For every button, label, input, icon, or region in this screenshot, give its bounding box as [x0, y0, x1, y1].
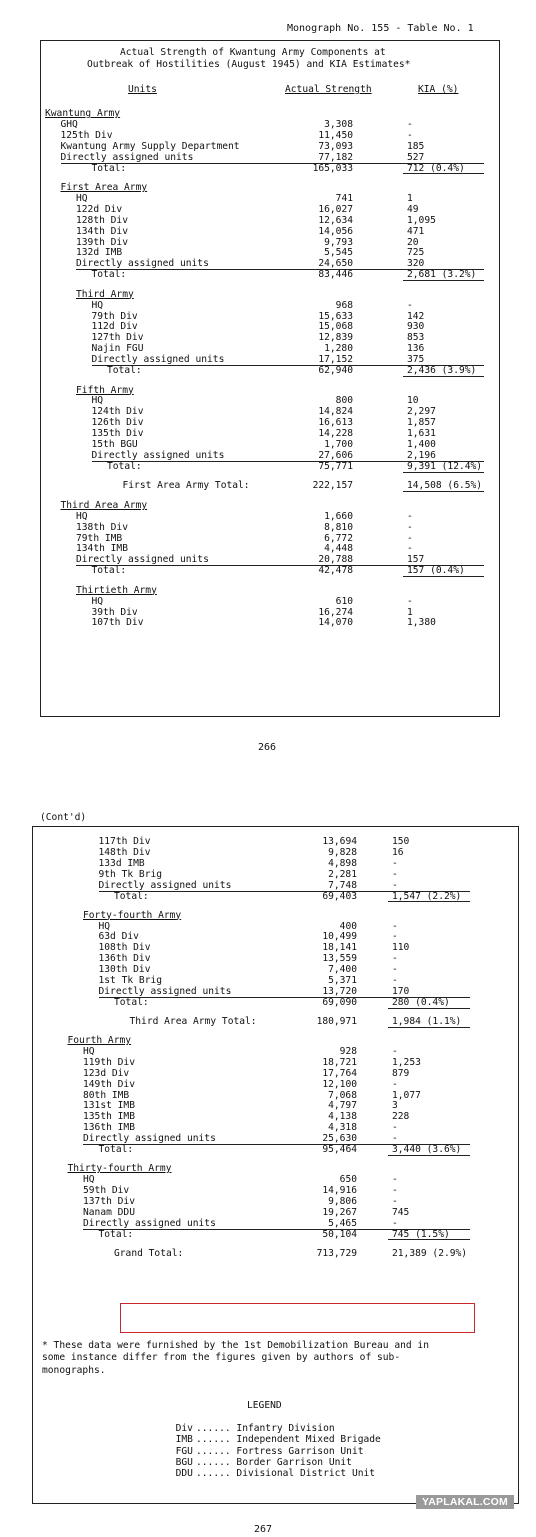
unit-name: Directly assigned units — [83, 1217, 216, 1229]
kia-value: 10 — [407, 395, 419, 407]
unit-name: First Area Army — [60, 182, 148, 193]
table-row — [0, 227, 536, 238]
unit-name: Directly assigned units — [76, 554, 209, 566]
strength-value: 18,141 — [322, 942, 357, 954]
kia-value: 1,857 — [407, 417, 436, 429]
kia-value: 14,508 (6.5%) — [407, 480, 483, 492]
unit-name: Total: — [98, 1144, 134, 1155]
unit-name: Third Army — [76, 288, 134, 300]
kia-value: 725 — [407, 247, 425, 259]
total-rule — [403, 472, 484, 473]
strength-value: 27,606 — [318, 449, 353, 461]
total-rule — [388, 1155, 470, 1156]
kia-value: - — [392, 964, 398, 976]
kia-value: - — [392, 868, 398, 880]
strength-value: 14,228 — [318, 428, 353, 440]
strength-value: 7,748 — [328, 879, 357, 891]
kia-value: 16 — [392, 846, 404, 858]
strength-value: 741 — [335, 192, 353, 204]
table-row — [0, 1208, 536, 1219]
kia-value: 2,297 — [407, 406, 436, 418]
total-rule — [403, 576, 484, 577]
section-header-row — [0, 586, 536, 597]
kia-value: - — [407, 543, 413, 555]
grand-total-row — [0, 1249, 536, 1260]
legend-description: ...... Border Garrison Unit — [196, 1456, 352, 1468]
unit-name: 117th Div — [98, 836, 151, 847]
strength-value: 180,971 — [316, 1015, 357, 1027]
strength-value: 928 — [339, 1045, 357, 1057]
strength-value: 24,650 — [318, 258, 353, 270]
unit-name: Total: — [107, 365, 142, 376]
table-row — [0, 608, 536, 619]
kia-value: 1 — [407, 192, 413, 204]
unit-name: 139th Div — [76, 236, 128, 248]
strength-value: 95,464 — [322, 1144, 357, 1155]
unit-name: 133d IMB — [98, 857, 145, 869]
legend-abbr: BGU — [175, 1456, 193, 1468]
strength-value: 400 — [339, 920, 357, 932]
kia-value: 1,400 — [407, 439, 436, 450]
table-row — [0, 1197, 536, 1208]
footnote-line1: * These data were furnished by the 1st Demobilization Bureau and in — [42, 1340, 429, 1351]
unit-name: Kwantung Army — [45, 108, 121, 119]
unit-name: 125th Div — [60, 129, 113, 141]
kia-value: 2,196 — [407, 449, 436, 461]
kia-value: - — [392, 1133, 398, 1145]
kia-value: 1,984 (1.1%) — [392, 1015, 462, 1027]
unit-name: 15th BGU — [91, 439, 138, 450]
table-row — [0, 523, 536, 534]
unit-name: 119th Div — [83, 1056, 135, 1068]
legend-description: ...... Independent Mixed Brigade — [196, 1434, 381, 1446]
kia-value: - — [407, 299, 413, 311]
unit-name: 122d Div — [76, 203, 123, 215]
table-row — [0, 407, 536, 418]
unit-name: Thirtieth Army — [76, 584, 157, 596]
unit-name: Total: — [107, 460, 142, 472]
kia-value: 375 — [407, 354, 425, 366]
unit-name: 130th Div — [98, 964, 151, 976]
section-header-row — [0, 1164, 536, 1175]
page-number-266: 266 — [258, 742, 277, 753]
strength-value: 16,613 — [318, 417, 353, 429]
strength-value: 800 — [335, 395, 353, 407]
unit-name: Total: — [91, 565, 127, 577]
legend-abbr: DDU — [175, 1468, 193, 1480]
unit-name: HQ — [91, 595, 104, 607]
kia-value: 228 — [392, 1111, 410, 1123]
unit-name: Directly assigned units — [60, 151, 194, 163]
strength-value: 83,446 — [318, 269, 353, 281]
legend-description: ...... Divisional District Unit — [196, 1468, 376, 1480]
kia-value: - — [392, 953, 398, 965]
strength-value: 7,068 — [328, 1089, 357, 1101]
page-number-267: 267 — [254, 1524, 273, 1535]
unit-name: Directly assigned units — [76, 258, 209, 270]
legend-abbr: FGU — [175, 1445, 193, 1457]
kia-value: 136 — [407, 343, 425, 355]
table-row — [0, 344, 536, 355]
unit-name: 79th Div — [91, 310, 138, 322]
unit-name: Total: — [114, 996, 149, 1008]
kia-value: 1,077 — [392, 1089, 421, 1101]
strength-value: 1,280 — [324, 343, 353, 355]
kia-value: 853 — [407, 332, 425, 344]
unit-name: 136th IMB — [83, 1122, 135, 1134]
unit-name: 124th Div — [91, 406, 144, 418]
strength-value: 713,729 — [316, 1247, 357, 1259]
kia-value: 930 — [407, 321, 425, 333]
strength-value: 165,033 — [312, 162, 353, 174]
total-rule — [403, 173, 484, 174]
kia-value: 280 (0.4%) — [392, 996, 450, 1008]
strength-value: 4,138 — [328, 1111, 357, 1123]
strength-value: 17,152 — [318, 354, 353, 366]
strength-value: 9,793 — [324, 236, 353, 248]
unit-name: 136th Div — [98, 953, 151, 965]
unit-name: 107th Div — [91, 617, 144, 629]
table-row — [0, 870, 536, 881]
kia-value: - — [392, 879, 398, 891]
kia-value: 20 — [407, 236, 419, 248]
strength-value: 16,274 — [318, 606, 353, 618]
contd-label: (Cont'd) — [40, 812, 87, 823]
kia-value: - — [407, 521, 413, 533]
strength-value: 73,093 — [318, 140, 353, 152]
kia-value: 185 — [407, 140, 425, 152]
col-header-strength: Actual Strength — [285, 84, 372, 95]
table-row — [0, 1112, 536, 1123]
strength-value: 4,318 — [328, 1122, 357, 1134]
legend-title: LEGEND — [247, 1400, 282, 1411]
unit-name: HQ — [76, 192, 88, 204]
unit-name: Total: — [91, 269, 127, 281]
kia-value: - — [392, 920, 398, 932]
unit-name: Directly assigned units — [98, 879, 232, 891]
kia-value: 1,631 — [407, 428, 436, 440]
strength-value: 50,104 — [322, 1228, 357, 1240]
strength-value: 11,450 — [318, 129, 353, 141]
unit-name: 108th Div — [98, 942, 151, 954]
kia-value: 745 — [392, 1206, 410, 1218]
table-row — [0, 418, 536, 429]
table-row — [0, 1080, 536, 1091]
unit-name: Fifth Army — [76, 384, 134, 396]
unit-name: HQ — [98, 920, 111, 932]
strength-value: 20,788 — [318, 554, 353, 566]
unit-name: Directly assigned units — [83, 1133, 216, 1145]
strength-value: 12,100 — [322, 1078, 357, 1090]
unit-name: 137th Div — [83, 1195, 135, 1207]
unit-name: Najin FGU — [91, 343, 144, 355]
monograph-label: Monograph No. 155 - Table No. 1 — [287, 23, 474, 34]
kia-value: - — [392, 1184, 398, 1196]
unit-name: Forty-fourth Army — [83, 909, 182, 921]
strength-value: 12,839 — [318, 332, 353, 344]
table-row — [0, 943, 536, 954]
kia-value: 9,391 (12.4%) — [407, 460, 483, 472]
footnote-line3: monographs. — [42, 1365, 106, 1376]
kia-value: - — [407, 532, 413, 544]
table-row — [0, 976, 536, 987]
unit-name: HQ — [91, 299, 104, 311]
kia-value: 157 — [407, 554, 425, 566]
strength-value: 13,694 — [322, 836, 357, 847]
kia-value: 49 — [407, 203, 419, 215]
strength-value: 650 — [339, 1174, 357, 1185]
unit-name: Kwantung Army Supply Department — [60, 140, 240, 152]
unit-name: 39th Div — [91, 606, 138, 618]
kia-value: - — [407, 129, 413, 141]
unit-name: Directly assigned units — [91, 449, 225, 461]
strength-value: 17,764 — [322, 1067, 357, 1079]
unit-name: Third Area Army Total: — [129, 1015, 257, 1027]
legend-description: ...... Infantry Division — [196, 1423, 335, 1434]
table-row — [0, 932, 536, 943]
table-row — [0, 837, 536, 848]
kia-value: 3,440 (3.6%) — [392, 1144, 462, 1155]
strength-value: 9,828 — [328, 846, 357, 858]
table-row — [0, 322, 536, 333]
unit-name: 134th IMB — [76, 543, 128, 555]
unit-name: Directly assigned units — [98, 985, 232, 997]
unit-name: 80th IMB — [83, 1089, 130, 1101]
kia-value: 110 — [392, 942, 410, 954]
kia-value: 320 — [407, 258, 425, 270]
strength-value: 69,403 — [322, 890, 357, 902]
kia-value: 142 — [407, 310, 425, 322]
col-header-units: Units — [128, 84, 157, 95]
kia-value: - — [392, 1078, 398, 1090]
table-row — [0, 1058, 536, 1069]
kia-value: 879 — [392, 1067, 410, 1079]
kia-value: - — [392, 1122, 398, 1134]
kia-value: 3 — [392, 1100, 398, 1112]
table-row — [0, 597, 536, 608]
strength-value: 4,448 — [324, 543, 353, 555]
table-row — [0, 440, 536, 451]
strength-value: 4,797 — [328, 1100, 357, 1112]
strength-value: 5,465 — [328, 1217, 357, 1229]
kia-value: 471 — [407, 225, 425, 237]
unit-name: 149th Div — [83, 1078, 135, 1090]
strength-value: 25,630 — [322, 1133, 357, 1145]
unit-name: Total: — [114, 890, 149, 902]
table-title-line2: Outbreak of Hostilities (August 1945) and KIA Estimates* — [87, 59, 411, 70]
unit-name: HQ — [76, 510, 88, 522]
kia-value: 150 — [392, 836, 410, 847]
kia-value: 21,389 (2.9%) — [392, 1247, 468, 1259]
strength-value: 8,810 — [324, 521, 353, 533]
strength-value: 19,267 — [322, 1206, 357, 1218]
total-rule — [388, 1239, 470, 1240]
kia-value: 712 (0.4%) — [407, 162, 465, 174]
table-row — [0, 429, 536, 440]
strength-value: 1,660 — [324, 510, 353, 522]
strength-value: 62,940 — [318, 365, 353, 376]
total-rule — [388, 901, 470, 902]
strength-value: 15,633 — [318, 310, 353, 322]
legend-abbr: IMB — [175, 1434, 193, 1446]
strength-value: 9,806 — [328, 1195, 357, 1207]
strength-value: 1,700 — [324, 439, 353, 450]
table-row — [0, 859, 536, 870]
legend-description: ...... Fortress Garrison Unit — [196, 1445, 364, 1457]
total-rule — [403, 376, 484, 377]
unit-name: GHQ — [60, 118, 78, 130]
table-row — [0, 618, 536, 629]
unit-name: 126th Div — [91, 417, 144, 429]
table-row — [0, 1101, 536, 1112]
kia-value: 1,095 — [407, 214, 436, 226]
strength-value: 13,720 — [322, 985, 357, 997]
table-row — [0, 1175, 536, 1186]
section-header-row — [0, 386, 536, 397]
unit-name: HQ — [83, 1045, 95, 1057]
table-row — [0, 965, 536, 976]
table-row — [0, 1091, 536, 1102]
unit-name: First Area Army Total: — [122, 480, 250, 492]
strength-value: 18,721 — [322, 1056, 357, 1068]
strength-value: 12,634 — [318, 214, 353, 226]
unit-name: Thirty-fourth Army — [67, 1163, 172, 1175]
table-row — [0, 333, 536, 344]
kia-value: - — [407, 595, 413, 607]
unit-name: 79th IMB — [76, 532, 123, 544]
unit-name: 138th Div — [76, 521, 128, 533]
unit-name: 132d IMB — [76, 247, 123, 259]
unit-name: 9th Tk Brig — [98, 868, 163, 880]
unit-name: 134th Div — [76, 225, 128, 237]
footnote-line2: some instance differ from the figures given by authors of sub- — [42, 1352, 401, 1363]
strength-value: 14,916 — [322, 1184, 357, 1196]
table-row — [0, 954, 536, 965]
kia-value: 2,436 (3.9%) — [407, 365, 477, 376]
table-row — [0, 312, 536, 323]
strength-value: 69,090 — [322, 996, 357, 1008]
strength-value: 6,772 — [324, 532, 353, 544]
strength-value: 14,070 — [318, 617, 353, 629]
kia-value: 1,380 — [407, 617, 436, 629]
unit-name: 63d Div — [98, 931, 139, 943]
unit-name: 135th Div — [91, 428, 144, 440]
total-rule — [388, 1027, 470, 1028]
strength-value: 610 — [335, 595, 353, 607]
kia-value: 2,681 (3.2%) — [407, 269, 477, 281]
table-row — [0, 301, 536, 312]
table-row — [0, 1069, 536, 1080]
watermark-badge: YAPLAKAL.COM — [416, 1495, 514, 1510]
kia-value: - — [392, 1045, 398, 1057]
strength-value: 3,308 — [324, 118, 353, 130]
section-header-row — [0, 911, 536, 922]
unit-name: 1st Tk Brig — [98, 975, 163, 986]
kia-value: 1,547 (2.2%) — [392, 890, 462, 902]
kia-value: 527 — [407, 151, 425, 163]
section-header-row — [0, 1036, 536, 1047]
strength-value: 77,182 — [318, 151, 353, 163]
strength-value: 16,027 — [318, 203, 353, 215]
strength-value: 7,400 — [328, 964, 357, 976]
kia-value: - — [392, 975, 398, 986]
unit-name: Grand Total: — [114, 1247, 184, 1259]
unit-name: HQ — [91, 395, 104, 407]
kia-value: 157 (0.4%) — [407, 565, 465, 577]
unit-name: 112d Div — [91, 321, 138, 333]
total-rule — [403, 280, 484, 281]
table-row — [0, 1123, 536, 1134]
unit-name: 131st IMB — [83, 1100, 135, 1112]
kia-value: 170 — [392, 985, 410, 997]
kia-value: 745 (1.5%) — [392, 1228, 450, 1240]
unit-name: Nanam DDU — [83, 1206, 135, 1218]
strength-value: 13,559 — [322, 953, 357, 965]
kia-value: - — [392, 931, 398, 943]
table-row — [0, 396, 536, 407]
table-row — [0, 848, 536, 859]
unit-name: Total: — [91, 162, 127, 174]
unit-name: 59th Div — [83, 1184, 130, 1196]
kia-value: - — [392, 1174, 398, 1185]
kia-value: - — [407, 510, 413, 522]
strength-value: 75,771 — [318, 460, 353, 472]
table-row — [0, 1186, 536, 1197]
strength-value: 2,281 — [328, 868, 357, 880]
kia-value: 1,253 — [392, 1056, 421, 1068]
kia-value: - — [407, 118, 413, 130]
unit-name: Directly assigned units — [91, 354, 225, 366]
unit-name: 128th Div — [76, 214, 128, 226]
legend-abbr: Div — [175, 1423, 193, 1434]
strength-value: 222,157 — [312, 480, 353, 492]
strength-value: 10,499 — [322, 931, 357, 943]
section-header-row — [0, 109, 536, 120]
unit-name: 123d Div — [83, 1067, 130, 1079]
kia-value: 1 — [407, 606, 413, 618]
unit-name: Total: — [98, 1228, 134, 1240]
col-header-kia: KIA (%) — [418, 84, 459, 95]
unit-name: 135th IMB — [83, 1111, 135, 1123]
strength-value: 15,068 — [318, 321, 353, 333]
unit-name: HQ — [83, 1174, 95, 1185]
strength-value: 4,898 — [328, 857, 357, 869]
total-rule — [388, 1008, 470, 1009]
grand-total-highlight — [120, 1303, 475, 1333]
unit-name: Third Area Army — [60, 499, 148, 511]
kia-value: - — [392, 857, 398, 869]
kia-value: - — [392, 1195, 398, 1207]
strength-value: 968 — [335, 299, 353, 311]
strength-value: 14,824 — [318, 406, 353, 418]
table-row — [0, 1047, 536, 1058]
total-rule — [403, 491, 484, 492]
strength-value: 5,545 — [324, 247, 353, 259]
section-header-row — [0, 290, 536, 301]
strength-value: 14,056 — [318, 225, 353, 237]
unit-name: 148th Div — [98, 846, 151, 858]
unit-name: Fourth Army — [67, 1035, 132, 1046]
table-title-line1: Actual Strength of Kwantung Army Components at — [120, 47, 386, 58]
kia-value: - — [392, 1217, 398, 1229]
unit-name: 127th Div — [91, 332, 144, 344]
strength-value: 5,371 — [328, 975, 357, 986]
strength-value: 42,478 — [318, 565, 353, 577]
table-row — [0, 922, 536, 933]
